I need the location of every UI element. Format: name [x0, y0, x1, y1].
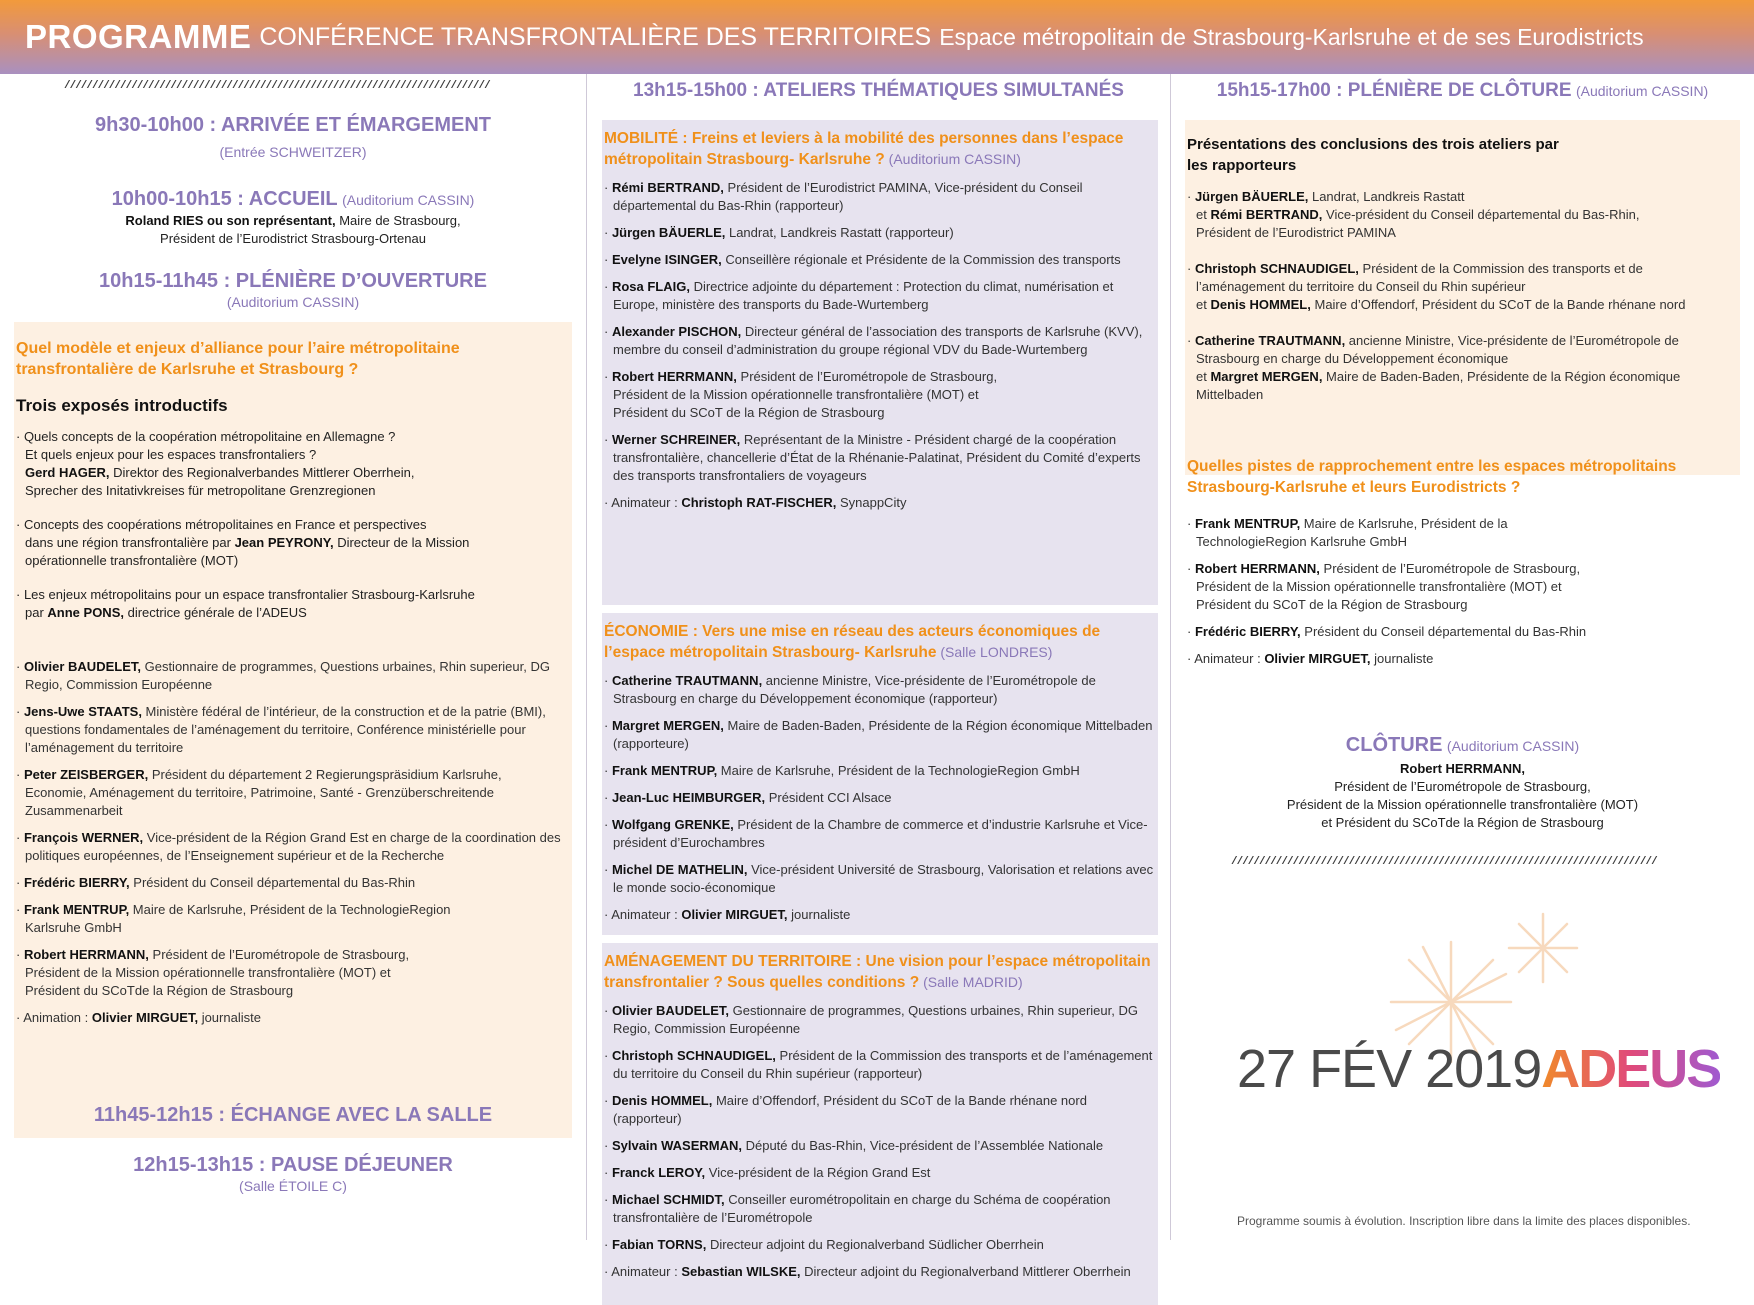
animator-line: · Animateur : Sebastian WILSKE, Directeur adjoint du Regionalverband Mittlerer Oberrhein: [604, 1264, 1131, 1279]
closing-question: Quelles pistes de rapprochement entre les espaces métropolitains Strasbourg-Karlsruhe et leurs Eurodistricts ?: [1187, 458, 1677, 496]
date-text: 27 FÉV 2019: [1237, 1039, 1542, 1099]
workshop-mobility: [602, 120, 1158, 605]
list-item: · Frank MENTRUP, Maire de Karlsruhe, Président de la TechnologieRegion GmbH: [604, 763, 1080, 778]
economy-title: ÉCONOMIE : Vers une mise en réseau des acteurs économiques de l’espace métropolitain Strasbourg- Karlsruhe: [604, 623, 1101, 661]
closing-role-2: Président de la Mission opérationnelle transfrontalière (MOT): [1286, 797, 1639, 812]
workshop-planning: [602, 943, 1158, 1305]
header-conference: CONFÉRENCE TRANSFRONTALIÈRE DES TERRITOIRES: [259, 22, 932, 51]
adeus-logo: ADEUS: [1541, 1039, 1721, 1099]
separator: ////////////////////////////////////////////////////////////////////////////: [1231, 856, 1657, 868]
footer-note: Programme soumis à évolution. Inscription libre dans la limite des places disponibles.: [1237, 1214, 1691, 1228]
workshops-title: 13h15-15h00 : ATELIERS THÉMATIQUES SIMULTANÉS: [633, 80, 1124, 101]
animation-line: · Animation : Olivier MIRGUET, journaliste: [16, 1010, 261, 1025]
closing-list: [1187, 506, 1742, 668]
opening-question: Quel modèle et enjeux d’alliance pour l’aire métropolitaine transfrontalière de Karlsruhe et Strasbourg ?: [16, 340, 460, 378]
list-item: · Christoph SCHNAUDIGEL, Président de la Commission des transports et de l’aménagement du territoire du Conseil du Rhin supérieur (rapporteur): [604, 1048, 1153, 1081]
talk-1: · Quels concepts de la coopération métropolitaine en Allemagne ? Et quels enjeux pour les espaces transfrontaliers ? Gerd HAGER, Direktor des Regionalverbandes Mittlerer Oberrhein, Sprecher des Initativkreises für metropolitane Grenzregionen: [16, 429, 415, 498]
list-item: · Robert HERRMANN, Président de l’Eurométropole de Strasbourg, Président de la Mission opérationnelle transfrontalière (MOT) et Président du SCoT de la Région de Strasbourg: [604, 369, 998, 420]
exchange-time: 11h45-12h15 : ÉCHANGE AVEC LA SALLE: [93, 1104, 493, 1126]
opening-time: 10h15-11h45 : PLÉNIÈRE D’OUVERTURE: [99, 270, 487, 292]
list-item: · Franck LEROY, Vice-président de la Région Grand Est: [604, 1165, 931, 1180]
list-item: · Werner SCHREINER, Représentant de la Ministre - Président chargé de la coopération transfrontalière, chancellerie d’État de la Rhénanie-Palatinat, Président du Comité d’experts des transports transfrontaliers de voyageurs: [604, 432, 1141, 483]
header-banner: [0, 0, 1754, 74]
list-item: · Olivier BAUDELET, Gestionnaire de programmes, Questions urbaines, Rhin superieur, DG Regio, Commission Européenne: [604, 1003, 1138, 1036]
closing-speaker: Robert HERRMANN,: [1400, 761, 1525, 776]
closing-plenary-location: (Auditorium CASSIN): [1575, 83, 1709, 99]
panel-item: · Robert HERRMANN, Président de l’Eurométropole de Strasbourg, Président de la Mission opérationnelle transfrontalière (MOT) et Président du SCoTde la Région de Strasbourg: [16, 947, 410, 998]
list-item: · Sylvain WASERMAN, Député du Bas-Rhin, Vice-président de l’Assemblée Nationale: [604, 1138, 1104, 1153]
column-workshops: [587, 74, 1170, 1279]
closing-location: (Auditorium CASSIN): [1446, 738, 1580, 754]
list-item: · Frank MENTRUP, Maire de Karlsruhe, Président de la TechnologieRegion Karlsruhe GmbH: [1187, 516, 1508, 549]
panel-item: · François WERNER, Vice-président de la Région Grand Est en charge de la coordination des politiques européennes, de l’Enseignement supérieur et de la Recherche: [16, 830, 561, 863]
column-morning: [0, 74, 586, 1240]
column-closing: [1171, 74, 1754, 1240]
list-item: · Michael SCHMIDT, Conseiller eurométropolitain en charge du Schéma de coopération transfrontalière de l’Eurométropole: [604, 1192, 1111, 1225]
lunch-location: (Salle ÉTOILE C): [239, 1178, 347, 1194]
list-item: · Jürgen BÄUERLE, Landrat, Landkreis Rastatt (rapporteur): [604, 225, 954, 240]
animator-line: · Animateur : Olivier MIRGUET, journaliste: [604, 907, 851, 922]
animator-line: · Animateur : Christoph RAT-FISCHER, SynappCity: [604, 495, 907, 510]
list-item: · Fabian TORNS, Directeur adjoint du Regionalverband Südlicher Oberrhein: [604, 1237, 1044, 1252]
closing-role-1: Président de l’Eurométropole de Strasbourg,: [1334, 779, 1591, 794]
welcome-location: (Auditorium CASSIN): [342, 192, 475, 208]
rapporteur-item: · Christoph SCHNAUDIGEL, Président de la Commission des transports et de l’aménagement du territoire du Conseil du Rhin supérieur et Denis HOMMEL, Maire d’Offendorf, Président du SCoT de la Bande rhénane nord: [1187, 261, 1686, 312]
header-subtitle: Espace métropolitain de Strasbourg-Karlsruhe et de ses Eurodistricts: [939, 23, 1644, 50]
arrival-time: 9h30-10h00 : ARRIVÉE ET ÉMARGEMENT: [94, 114, 491, 136]
list-item: · Evelyne ISINGER, Conseillère régionale et Présidente de la Commission des transports: [604, 252, 1121, 267]
rapporteur-item: · Catherine TRAUTMANN, ancienne Ministre, Vice-présidente de l’Eurométropole de Strasbourg en charge du Développement économique et Margret MERGEN, Maire de Baden-Baden, Présidente de la Région économique Mittelbaden: [1187, 333, 1681, 402]
header-programme: PROGRAMME: [25, 18, 252, 55]
list-item: · Alexander PISCHON, Directeur général de l’association des transports de Karlsruhe (KVV), membre du conseil d’administration du groupe régional VDV du Bade-Wurtemberg: [604, 324, 1143, 357]
list-item: · Frédéric BIERRY, Président du Conseil départemental du Bas-Rhin: [1187, 624, 1587, 639]
list-item: · Jean-Luc HEIMBURGER, Président CCI Alsace: [604, 790, 892, 805]
list-item: · Rémi BERTRAND, Président de l’Eurodistrict PAMINA, Vice-président du Conseil départemental du Bas-Rhin (rapporteur): [604, 180, 1083, 213]
rapporteurs-panel: [1185, 120, 1740, 475]
planning-title: AMÉNAGEMENT DU TERRITOIRE : Une vision pour l’espace métropolitain transfrontalier ? Sous quelles conditions ?: [604, 953, 1151, 991]
opening-location: (Auditorium CASSIN): [226, 294, 360, 310]
list-item: · Catherine TRAUTMANN, ancienne Ministre, Vice-présidente de l’Eurométropole de Strasbourg en charge du Développement économique (rapporteur): [604, 673, 1096, 706]
closing-plenary-title: 15h15-17h00 : PLÉNIÈRE DE CLÔTURE: [1216, 80, 1572, 101]
talk-3: · Les enjeux métropolitains pour un espace transfrontalier Strasbourg-Karlsruhe par Anne PONS, directrice générale de l’ADEUS: [16, 587, 475, 620]
closing-title: CLÔTURE: [1345, 734, 1443, 756]
list-item: · Robert HERRMANN, Président de l’Eurométropole de Strasbourg, Président de la Mission opérationnelle transfrontalière (MOT) et Président du SCoT de la Région de Strasbourg: [1187, 561, 1581, 612]
opening-panel: [14, 322, 572, 1138]
list-item: · Margret MERGEN, Maire de Baden-Baden, Présidente de la Région économique Mittelbaden (rapporteure): [604, 718, 1153, 751]
welcome-role2: Président de l’Eurodistrict Strasbourg-Ortenau: [160, 231, 426, 246]
workshop-economy: [602, 613, 1158, 935]
closing-role-3: et Président du SCoTde la Région de Strasbourg: [1321, 815, 1604, 830]
event-date: [1237, 1038, 1720, 1100]
rapporteur-item: · Jürgen BÄUERLE, Landrat, Landkreis Rastatt et Rémi BERTRAND, Vice-président du Conseil départemental du Bas-Rhin, Président de l’Eurodistrict PAMINA: [1187, 189, 1640, 240]
presentations-title: Présentations des conclusions des trois ateliers par les rapporteurs: [1187, 136, 1559, 174]
welcome-role: Maire de Strasbourg,: [335, 213, 461, 228]
planning-location: (Salle MADRID): [919, 974, 1023, 990]
panel-item: · Frank MENTRUP, Maire de Karlsruhe, Président de la TechnologieRegion Karlsruhe GmbH: [16, 902, 451, 935]
list-item: · Michel DE MATHELIN, Vice-président Université de Strasbourg, Valorisation et relations avec le monde socio-économique: [604, 862, 1154, 895]
intro-title: Trois exposés introductifs: [16, 396, 228, 415]
panel-item: · Olivier BAUDELET, Gestionnaire de programmes, Questions urbaines, Rhin superieur, DG Regio, Commission Européenne: [16, 659, 550, 692]
separator: ////////////////////////////////////////////////////////////////////////////: [64, 80, 490, 92]
mobility-title: MOBILITÉ : Freins et leviers à la mobilité des personnes dans l’espace métropolitain Strasbourg- Karlsruhe ?: [604, 130, 1124, 168]
panel-item: · Jens-Uwe STAATS, Ministère fédéral de l’intérieur, de la construction et de la patrie (BMI), questions fondamentales de l’aménagement du territoire, Conférence ministérielle pour l’aménagement du territoire: [16, 704, 546, 755]
mobility-location: (Auditorium CASSIN): [884, 151, 1021, 167]
panel-item: · Peter ZEISBERGER, Président du département 2 Regierungspräsidium Karlsruhe, Economie, Aménagement du territoire, Patrimoine, Santé - Grenzüberschreitende Zusammenarbeit: [16, 767, 502, 818]
list-item: · Denis HOMMEL, Maire d’Offendorf, Président du SCoT de la Bande rhénane nord (rapporteur): [604, 1093, 1087, 1126]
welcome-time: 10h00-10h15 : ACCUEIL: [111, 188, 338, 210]
lunch-time: 12h15-13h15 : PAUSE DÉJEUNER: [133, 1154, 453, 1176]
welcome-speaker: Roland RIES ou son représentant,: [125, 213, 336, 228]
list-item: · Wolfgang GRENKE, Président de la Chambre de commerce et d’industrie Karlsruhe et Vice-président d’Eurochambres: [604, 817, 1148, 850]
talk-2: · Concepts des coopérations métropolitaines en France et perspectives dans une région transfrontalière par Jean PEYRONY, Directeur de la Mission opérationnelle transfrontalière (MOT): [16, 517, 470, 568]
list-item: · Rosa FLAIG, Directrice adjointe du département : Protection du climat, numérisation et Europe, ministère des transports du Bade-Wurtemberg: [604, 279, 1114, 312]
arrival-location: (Entrée SCHWEITZER): [219, 144, 367, 160]
animator-line: · Animateur : Olivier MIRGUET, journaliste: [1187, 651, 1434, 666]
economy-location: (Salle LONDRES): [936, 644, 1053, 660]
panel-list: [16, 658, 564, 1027]
panel-item: · Frédéric BIERRY, Président du Conseil départemental du Bas-Rhin: [16, 875, 416, 890]
